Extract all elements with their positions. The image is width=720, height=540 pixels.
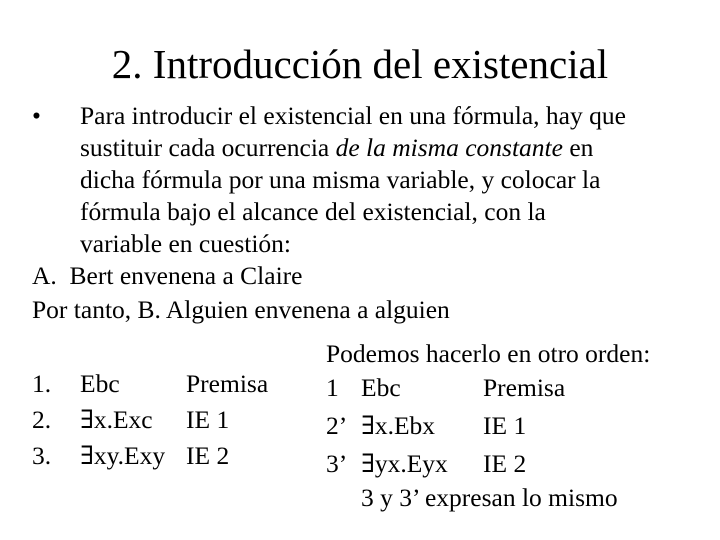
right-row-2-formula: ∃x.Ebx xyxy=(361,411,436,440)
premise-a: A. Bert envenena a Claire xyxy=(32,261,303,290)
left-row-3-formula: ∃xy.Exy xyxy=(80,441,166,470)
slide-title: 2. Introducción del existencial xyxy=(111,41,609,87)
right-proof-footer: 3 y 3’ expresan lo mismo xyxy=(361,483,618,512)
bullet-line-2-end: en xyxy=(562,133,594,162)
bullet-line-2-emphasis: de la misma constante xyxy=(335,133,563,162)
left-row-3-rule: IE 2 xyxy=(186,441,230,470)
right-proof-heading: Podemos hacerlo en otro orden: xyxy=(326,339,651,368)
bullet-line-5: variable en cuestión: xyxy=(80,229,291,258)
right-row-2-rule: IE 1 xyxy=(483,411,527,440)
left-row-2-number: 2. xyxy=(32,405,52,434)
right-row-1-rule: Premisa xyxy=(483,373,566,402)
right-row-3-formula: ∃yx.Eyx xyxy=(361,449,448,478)
right-row-2-number: 2’ xyxy=(326,411,348,440)
bullet-line-4: fórmula bajo el alcance del existencial, con la xyxy=(80,197,546,226)
conclusion-b: Por tanto, B. Alguien envenena a alguien xyxy=(32,295,450,324)
left-row-2-formula: ∃x.Exc xyxy=(80,405,153,434)
bullet-line-2-start: sustituir cada ocurrencia xyxy=(80,133,336,162)
right-row-1-formula: Ebc xyxy=(361,373,401,402)
bullet-line-3: dicha fórmula por una misma variable, y colocar la xyxy=(80,165,601,194)
left-row-2-rule: IE 1 xyxy=(186,405,230,434)
right-row-3-rule: IE 2 xyxy=(483,449,527,478)
right-row-3-number: 3’ xyxy=(326,449,348,478)
left-row-3-number: 3. xyxy=(32,441,52,470)
bullet-line-1: Para introducir el existencial en una fórmula, hay que xyxy=(80,101,626,130)
bullet-marker: • xyxy=(32,101,41,130)
right-row-1-number: 1 xyxy=(326,373,339,402)
bullet-line-2 xyxy=(80,132,626,164)
left-row-1-formula: Ebc xyxy=(80,369,120,398)
left-row-1-number: 1. xyxy=(32,369,52,398)
bullet-paragraph xyxy=(80,100,626,260)
left-row-1-rule: Premisa xyxy=(186,369,269,398)
